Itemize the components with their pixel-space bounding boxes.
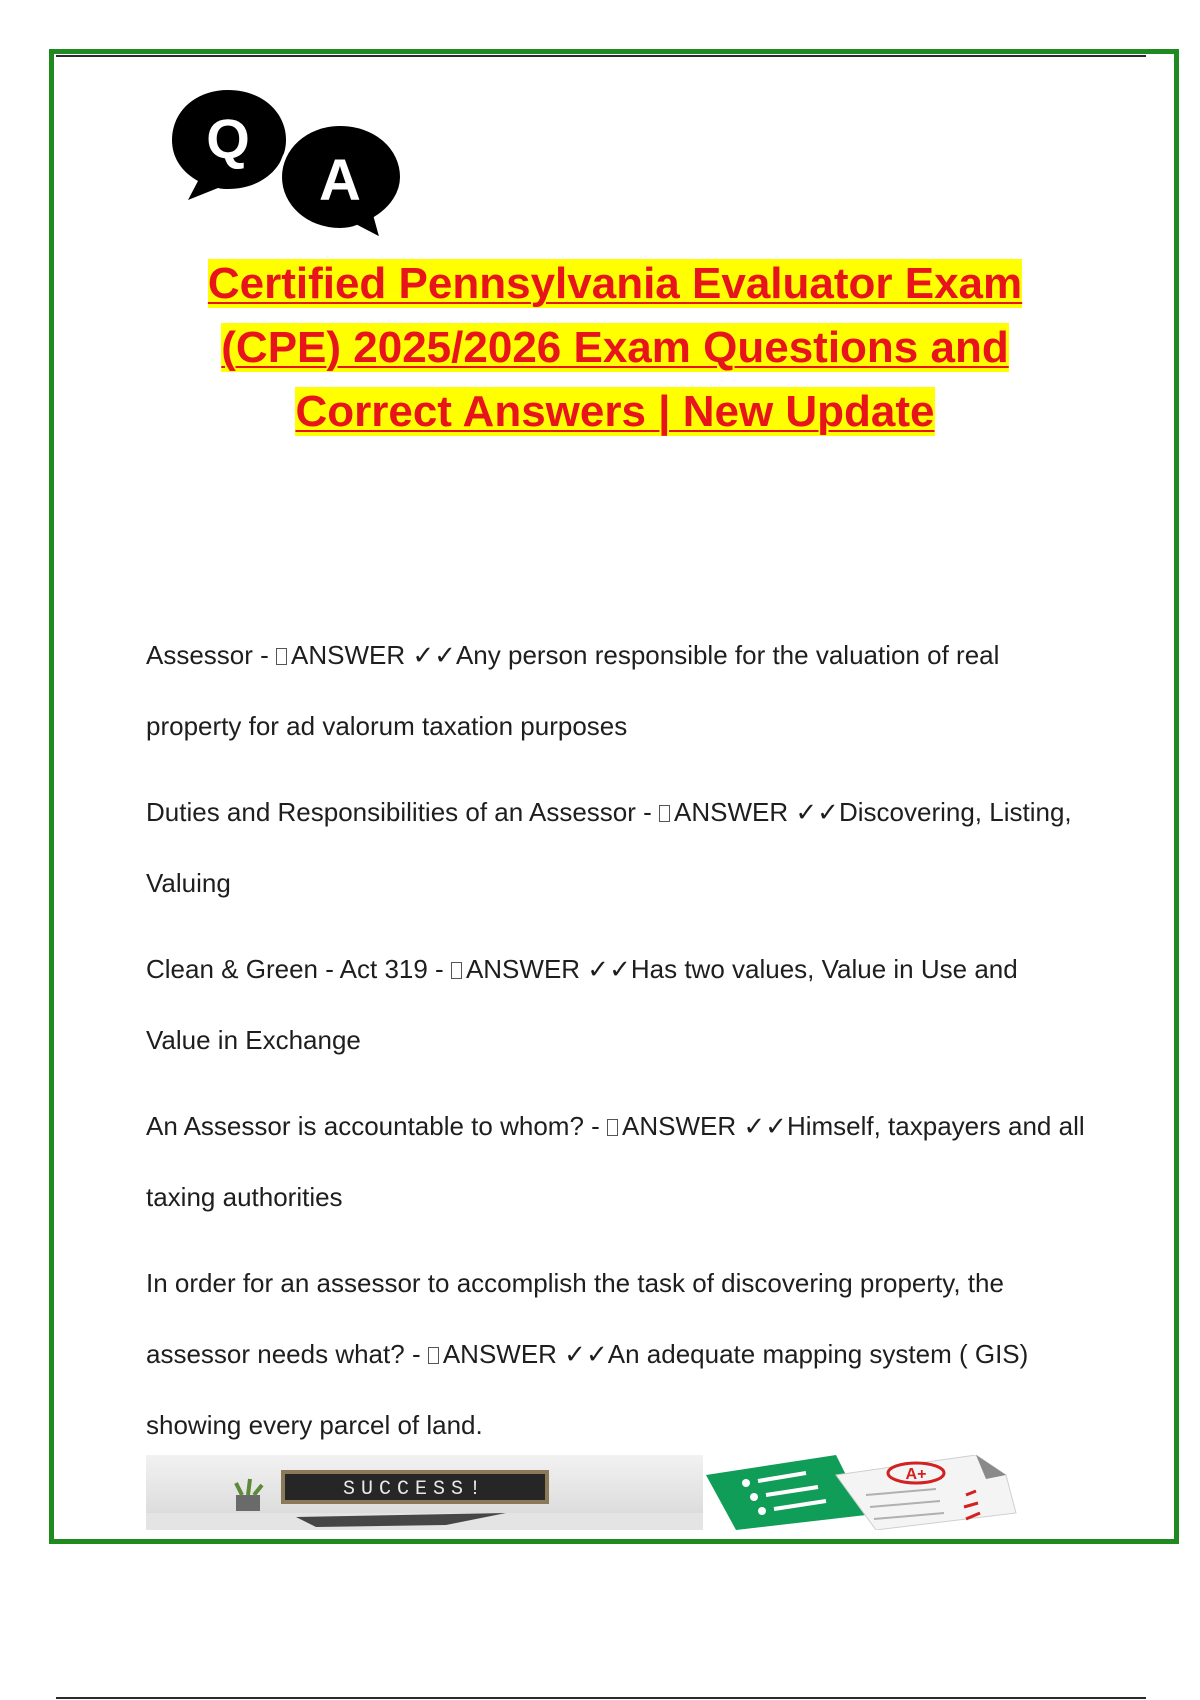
question-text: Duties and Responsibilities of an Assessor <box>146 797 636 827</box>
chalkboard-text: SUCCESS! <box>342 1478 488 1501</box>
footer-images <box>146 1455 1081 1530</box>
separator: - <box>252 640 277 670</box>
answer-text: Has two values, Value in Use and Value in Exchange <box>146 954 1018 1055</box>
title-line-1: Certified Pennsylvania Evaluator Exam <box>207 259 1023 308</box>
answer-marker: ANSWER ✓✓ <box>442 1339 608 1369</box>
qa-item <box>146 620 1086 762</box>
answer-text: Any person responsible for the valuation of real property for ad valorum taxation purposes <box>146 640 1000 741</box>
document-title <box>120 252 1110 444</box>
logo-a-letter: A <box>319 148 361 213</box>
separator: - <box>583 1111 608 1141</box>
separator: - <box>404 1339 428 1369</box>
answer-marker: ANSWER ✓✓ <box>291 640 456 670</box>
missing-glyph-icon <box>428 1347 439 1364</box>
graded-test-paper-image <box>706 1455 1016 1530</box>
footer-rule <box>56 1697 1146 1699</box>
header-rule <box>56 55 1146 57</box>
title-line-3: Correct Answers | New Update <box>295 387 935 436</box>
qa-item <box>146 934 1086 1076</box>
answer-text: Himself, taxpayers and all taxing authorities <box>146 1111 1085 1212</box>
question-text: Clean & Green - Act 319 <box>146 954 428 984</box>
separator: - <box>635 797 660 827</box>
answer-marker: ANSWER ✓✓ <box>465 954 631 984</box>
qa-item <box>146 777 1086 919</box>
question-text: An Assessor is accountable to whom? <box>146 1111 584 1141</box>
answer-marker: ANSWER ✓✓ <box>622 1111 787 1141</box>
answer-text: An adequate mapping system ( GIS) showing every parcel of land. <box>146 1339 1029 1440</box>
title-line-2: (CPE) 2025/2026 Exam Questions and <box>221 323 1009 372</box>
success-chalkboard-image <box>146 1455 703 1530</box>
missing-glyph-icon <box>607 1119 618 1136</box>
qa-item <box>146 1248 1086 1461</box>
missing-glyph-icon <box>451 962 462 979</box>
logo-q-letter: Q <box>206 107 250 170</box>
answer-text: Discovering, Listing, Valuing <box>146 797 1072 898</box>
missing-glyph-icon <box>276 648 287 665</box>
separator: - <box>427 954 451 984</box>
qa-item <box>146 1091 1086 1233</box>
question-text: In order for an assessor to accomplish the task of discovering property, the assessor needs what? <box>146 1268 1004 1369</box>
answer-marker: ANSWER ✓✓ <box>674 797 839 827</box>
qa-speech-bubbles-icon <box>170 88 410 243</box>
grade-text: A+ <box>905 1466 927 1483</box>
missing-glyph-icon <box>659 805 670 822</box>
question-text: Assessor <box>146 640 253 670</box>
qa-list <box>146 620 1086 1476</box>
